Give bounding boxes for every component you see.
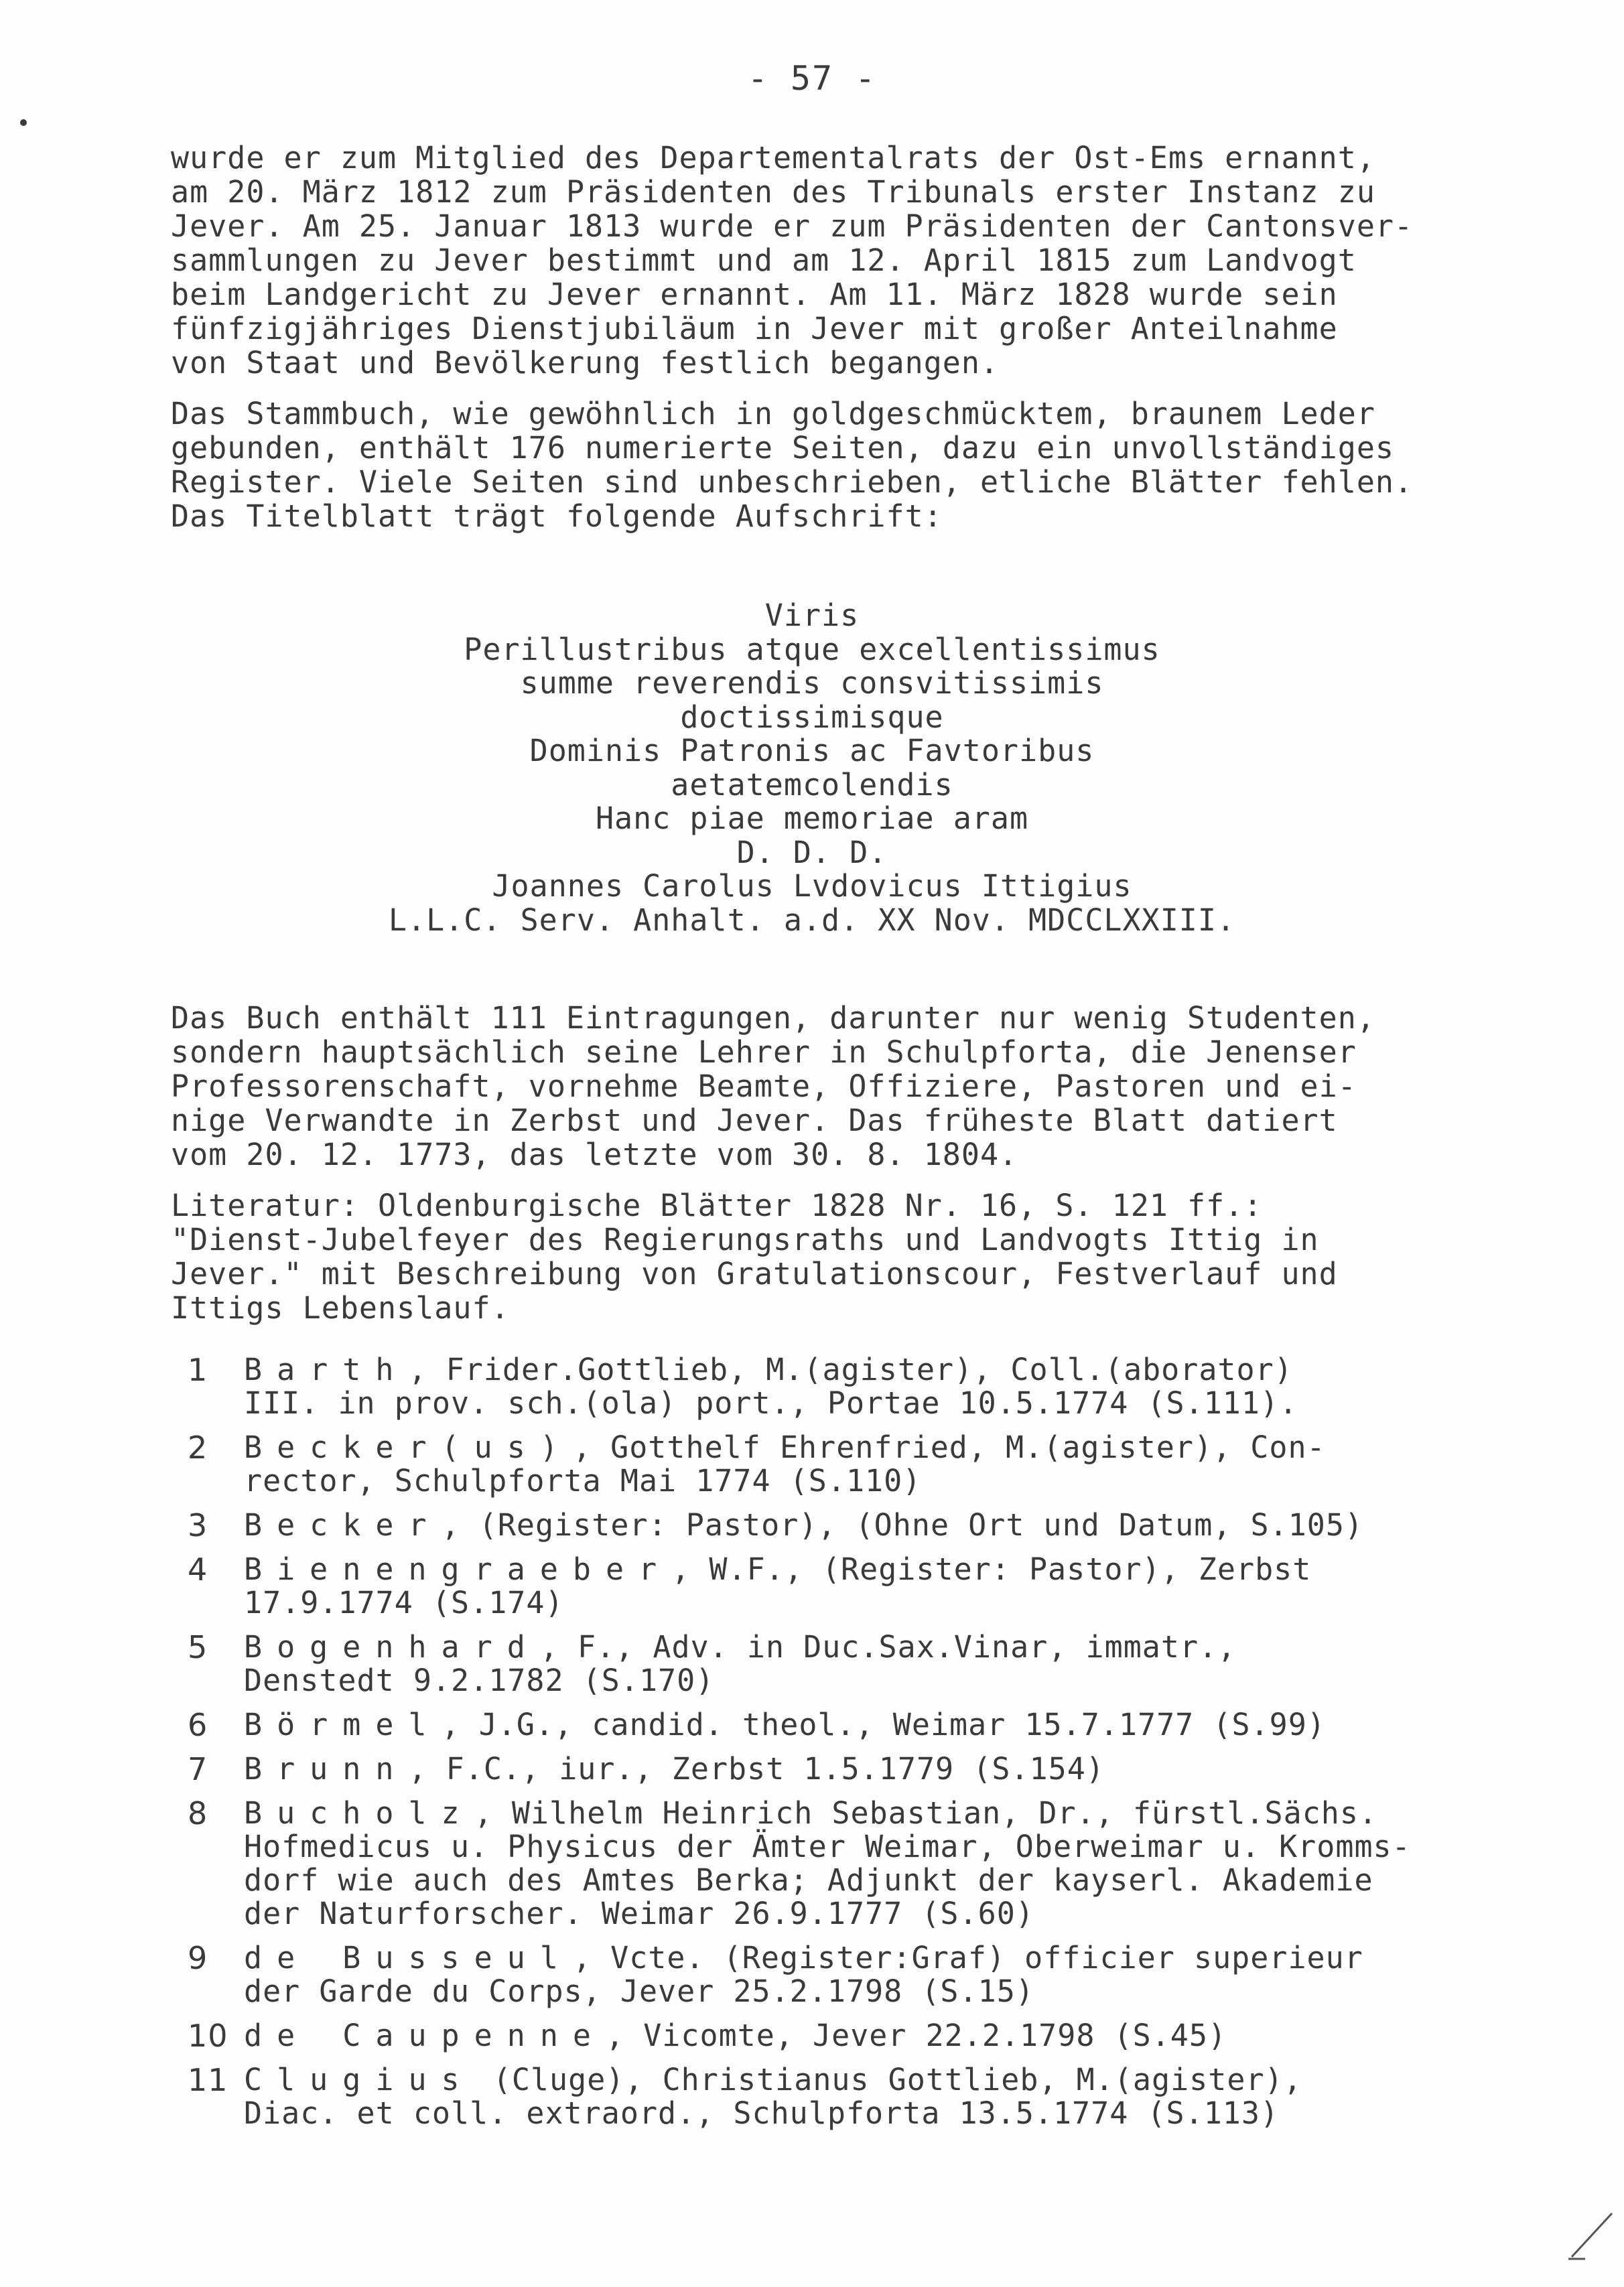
paragraph-stammbuch-description: Das Stammbuch, wie gewöhnlich in goldgeschmücktem, braunem Leder gebunden, enthält 176 numerierte Seiten, dazu ein unvollständiges Register. Viele Seiten sind unbeschrieben, etliche Blätter fehlen. Das Titelblatt trägt folgende Aufschrift:	[171, 396, 1414, 534]
entry-text	[244, 1430, 1326, 1499]
entry-number: 3	[188, 1507, 208, 1543]
entry-name: Clugius	[244, 2062, 474, 2097]
entry-details: , Gotthelf Ehrenfried, M.(agister), Con- rector, Schulpforta Mai 1774 (S.110)	[244, 1430, 1326, 1499]
entry-number: 9	[188, 1940, 208, 1976]
entry-text	[244, 1629, 1236, 1698]
list-item	[188, 1353, 1541, 1420]
entry-text	[244, 1352, 1298, 1421]
entry-number: 11	[188, 2062, 228, 2098]
entry-number: 10	[188, 2018, 228, 2054]
title-page-inscription	[0, 599, 1624, 937]
list-item	[188, 2063, 1541, 2130]
entry-number: 4	[188, 1551, 208, 1588]
entry-name: Barth	[244, 1352, 409, 1387]
list-item	[188, 2019, 1541, 2053]
entry-details: , J.G., candid. theol., Weimar 15.7.1777 (S.99)	[441, 1707, 1326, 1742]
entry-text	[244, 1707, 1326, 1742]
list-item	[188, 1708, 1541, 1742]
inscription-line: doctissimisque	[680, 699, 944, 735]
page-number: - 57 -	[747, 59, 877, 98]
entry-number: 6	[188, 1707, 208, 1743]
entry-number: 7	[188, 1751, 208, 1787]
list-item	[188, 1553, 1541, 1620]
list-item	[188, 1797, 1541, 1931]
pencil-stroke-mark	[1565, 2207, 1619, 2260]
paragraph-literature: Literatur: Oldenburgische Blätter 1828 Nr. 16, S. 121 ff.: "Dienst-Jubelfeyer des Regierungsraths und Landvogts Ittig in Jever." mit Beschreibung von Gratulationscour, Festverlauf und Ittigs Lebenslauf.	[171, 1188, 1338, 1326]
inscription-line: aetatemcolendis	[671, 766, 953, 803]
entry-text	[244, 1751, 1105, 1787]
list-item	[188, 1941, 1541, 2008]
entry-details: (Cluge), Christianus Gottlieb, M.(agister), Diac. et coll. extraord., Schulpforta 13.5.1774 (S.113)	[244, 2062, 1302, 2131]
entry-details: , Wilhelm Heinrich Sebastian, Dr., fürstl.Sächs. Hofmedicus u. Physicus der Ämter Weimar, Oberweimar u. Kromms- dorf wie auch des Amtes Berka; Adjunkt der kayserl. Akademie der Naturforscher. Weimar 26.9.1777 (S.60)	[244, 1795, 1411, 1931]
inscription-line: summe reverendis consvitissimis	[520, 665, 1104, 701]
entry-text	[244, 1940, 1363, 2009]
list-item	[188, 1752, 1541, 1786]
entry-number: 1	[188, 1352, 208, 1388]
inscription-line: L.L.C. Serv. Anhalt. a.d. XX Nov. MDCCLXXIII.	[388, 902, 1236, 938]
entry-details: , Frider.Gottlieb, M.(agister), Coll.(aborator) III. in prov. sch.(ola) port., Portae 10.5.1774 (S.111).	[244, 1352, 1298, 1421]
entry-name: Brunn	[244, 1751, 409, 1787]
inscription-line: Viris	[764, 598, 860, 633]
list-item	[188, 1631, 1541, 1697]
inscription-line: D. D. D.	[736, 834, 888, 870]
inscription-line: Dominis Patronis ac Favtoribus	[529, 733, 1095, 768]
paragraph-biography: wurde er zum Mitglied des Departementalrats der Ost-Ems ernannt, am 20. März 1812 zum Präsidenten des Tribunals erster Instanz zu Jever. Am 25. Januar 1813 wurde er zum Präsidenten der Cantonsver- sammlungen zu Jever bestimmt und am 12. April 1815 zum Landvogt beim Landgericht zu Jever ernannt. Am 11. März 1828 wurde sein fünfzigjähriges Dienstjubiläum in Jever mit großer Anteilnahme von Staat und Bevölkerung festlich begangen.	[171, 140, 1414, 380]
entry-list	[188, 1353, 1541, 2141]
entry-name: de Caupenne	[244, 2018, 606, 2053]
entry-name: Becker(us)	[244, 1430, 573, 1465]
entry-name: Bucholz	[244, 1795, 474, 1831]
entry-name: Bogenhard	[244, 1629, 540, 1665]
entry-text	[244, 1795, 1411, 1931]
entry-name: de Busseul	[244, 1940, 573, 1976]
inscription-line: Perillustribus atque excellentissimus	[464, 631, 1160, 667]
entry-details: , F.C., iur., Zerbst 1.5.1779 (S.154)	[408, 1751, 1105, 1787]
entry-number: 2	[188, 1430, 208, 1466]
entry-name: Becker	[244, 1507, 442, 1543]
entry-details: , W.F., (Register: Pastor), Zerbst 17.9.1774 (S.174)	[244, 1551, 1312, 1620]
entry-details: , Vcte. (Register:Graf) officier superieur der Garde du Corps, Jever 25.2.1798 (S.15)	[244, 1940, 1363, 2009]
list-item	[188, 1431, 1541, 1498]
entry-text	[244, 2018, 1227, 2053]
inscription-line: Hanc piae memoriae aram	[595, 801, 1029, 836]
entry-text	[244, 1551, 1311, 1620]
entry-details: , (Register: Pastor), (Ohne Ort und Datum, S.105)	[441, 1507, 1364, 1543]
list-item	[188, 1509, 1541, 1542]
entry-text	[244, 1507, 1363, 1543]
entry-text	[244, 2062, 1302, 2131]
entry-number: 5	[188, 1629, 208, 1665]
entry-name: Bienengraeber	[244, 1551, 672, 1587]
inscription-line: Joannes Carolus Lvdovicus Ittigius	[492, 868, 1132, 904]
entry-name: Börmel	[244, 1707, 442, 1742]
entry-number: 8	[188, 1795, 208, 1831]
ink-dot	[20, 119, 27, 126]
entry-details: , F., Adv. in Duc.Sax.Vinar, immatr., Denstedt 9.2.1782 (S.170)	[244, 1629, 1237, 1698]
entry-details: , Vicomte, Jever 22.2.1798 (S.45)	[606, 2018, 1227, 2053]
paragraph-entries-summary: Das Buch enthält 111 Eintragungen, darunter nur wenig Studenten, sondern hauptsächlich seine Lehrer in Schulpforta, die Jenenser Professorenschaft, vornehme Beamte, Offiziere, Pastoren und ei- nige Verwandte in Zerbst und Jever. Das früheste Blatt datiert vom 20. 12. 1773, das letzte vom 30. 8. 1804.	[171, 1000, 1375, 1172]
